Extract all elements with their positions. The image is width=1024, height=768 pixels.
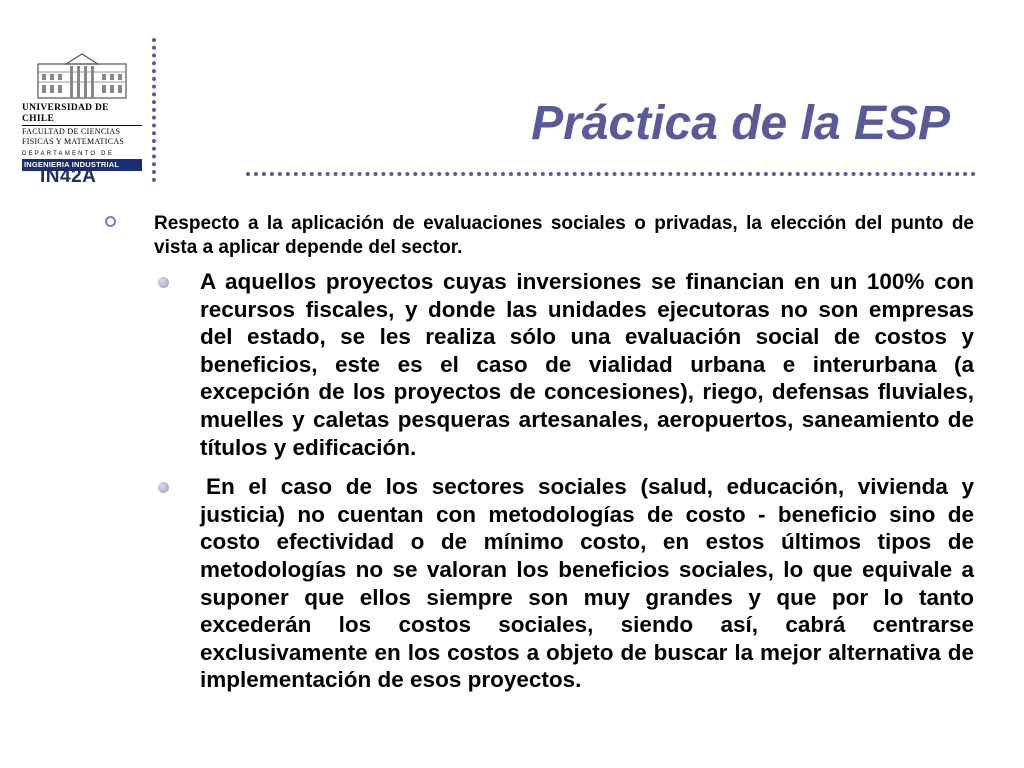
ring-bullet-icon [105, 216, 116, 227]
horizontal-dotted-divider [246, 172, 976, 176]
department-label: DEPARTAMENTO DE [22, 151, 114, 157]
dot-bullet-icon [158, 277, 169, 288]
university-name: UNIVERSIDAD DE CHILE [22, 103, 109, 124]
bullet-text: A aquellos proyectos cuyas inversiones se financian en un 100% con recursos fiscales, y donde las unidades ejecutoras no son empresas del estado, se les realiza sólo una evaluación social de costos y beneficios, este es el caso de vialidad urbana e interurbana (a excepción de los proyectos de concesiones), riego, defensas fluviales, muelles y caletas pesqueras artesanales, aeropuertos, saneamiento de títulos y edificación. [200, 269, 974, 460]
university-logo [22, 52, 142, 171]
vertical-dotted-divider [152, 38, 156, 182]
bullet-text: En el caso de los sectores sociales (salud, educación, vivienda y justicia) no cuentan con metodologías de costo - beneficio sino de costo efectividad o de mínimo costo, en estos últimos tipos de metodologías no se valoran los beneficios sociales, lo que equivale a suponer que ellos siempre son muy grandes y que por lo tanto excederán los costos sociales, siendo así, cabrá centrarse exclusivamente en los costos a objeto de buscar la mejor alternativa de implementación de esos proyectos. [200, 474, 974, 693]
faculty-line-2: FISICAS Y MATEMATICAS [22, 137, 125, 146]
intro-text: Respecto a la aplicación de evaluaciones sociales o privadas, la elección del punto de vista a aplicar depende del sector. [154, 213, 974, 258]
bullet-item [154, 268, 974, 461]
department-name: INGENIERIA INDUSTRIAL [22, 159, 142, 171]
faculty-line-1: FACULTAD DE CIENCIAS [22, 125, 142, 136]
slide-content [100, 212, 974, 694]
dot-bullet-icon [158, 482, 169, 493]
intro-paragraph [100, 212, 974, 260]
bullet-item [154, 473, 974, 694]
slide-title: Práctica de la ESP [531, 97, 950, 150]
course-code: IN42A [40, 166, 97, 187]
university-building-icon [36, 52, 128, 100]
